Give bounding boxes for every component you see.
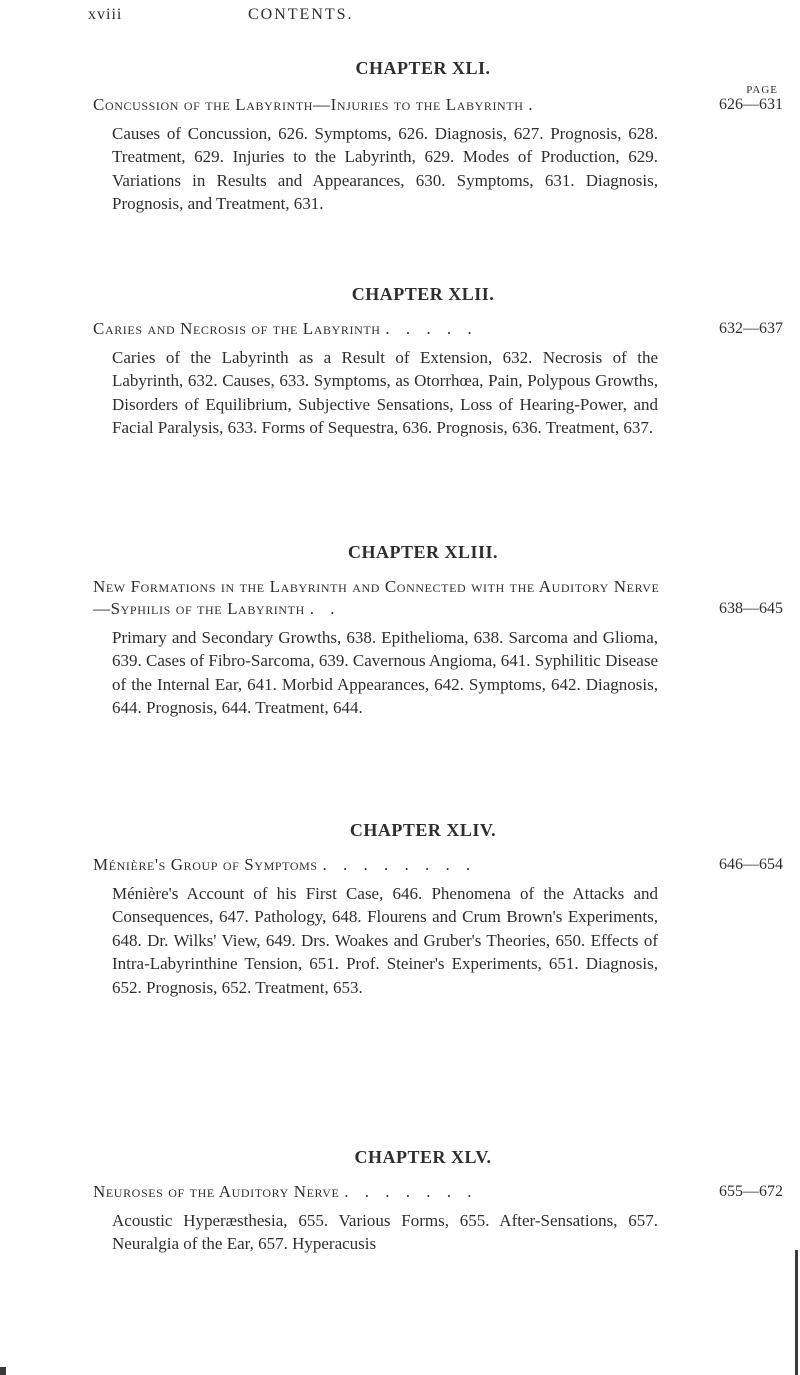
dot-leader: . . . . . . . . [322, 855, 477, 874]
chapter-summary: Acoustic Hyperæsthesia, 655. Various Forms, 655. After-Sensations, 657. Neuralgia of the Ear, 657. Hyperacusis [112, 1211, 658, 1254]
chapter-heading: CHAPTER XLI. [355, 58, 491, 78]
dot-leader: . . . . . [385, 319, 478, 338]
dot-leader: . . . . . . . [344, 1182, 478, 1201]
page-edge-shadow [795, 1250, 798, 1375]
chapter-entry [93, 854, 783, 876]
running-head [88, 6, 788, 30]
chapter-title-text: New Formations in the Labyrinth and Connected with the Auditory Nerve—Syphilis of the Labyrinth [93, 577, 660, 618]
chapter-entry [93, 576, 783, 620]
chapter-entry [93, 1181, 783, 1203]
chapter-summary: Causes of Concussion, 626. Symptoms, 626. Diagnosis, 627. Prognosis, 628. Treatment, 629. Injuries to the Labyrinth, 629. Modes of Production, 629. Variations in Results and Appearances, 630. Symptoms, 631. Diagnosis, Prognosis, and Treatment, 631. [112, 124, 658, 214]
page-range: 638—645 [719, 600, 783, 617]
chapter-title-text: Neuroses of the Auditory Nerve [93, 1182, 340, 1201]
page-folio: xviii [88, 6, 123, 23]
page-range: 646—654 [719, 856, 783, 873]
page-range: 632—637 [719, 320, 783, 337]
page-range: 655—672 [719, 1183, 783, 1200]
dot-leader: . . [309, 599, 341, 618]
chapter-entry [93, 318, 783, 340]
chapter-summary: Caries of the Labyrinth as a Result of Extension, 632. Necrosis of the Labyrinth, 632. Causes, 633. Symptoms, as Otorrhœa, Pain, Polypous Growths, Disorders of Equilibrium, Subjective Sensations, Loss of Hearing-Power, and Facial Paralysis, 633. Forms of Sequestra, 636. Prognosis, 636. Treatment, 637. [112, 348, 658, 438]
chapter-xlv [0, 1145, 800, 1256]
chapter-heading: CHAPTER XLII. [351, 284, 495, 304]
page-range: 626—631 [719, 96, 783, 113]
chapter-xliii [0, 540, 800, 720]
chapter-entry [93, 94, 783, 116]
chapter-heading: CHAPTER XLIV. [349, 820, 497, 840]
chapter-title [93, 318, 783, 340]
chapter-heading: CHAPTER XLV. [354, 1147, 492, 1167]
chapter-heading: CHAPTER XLIII. [347, 542, 499, 562]
running-title: CONTENTS. [248, 6, 354, 23]
chapter-summary: Ménière's Account of his First Case, 646. Phenomena of the Attacks and Consequences, 647. Pathology, 648. Flourens and Crum Brown's Experiments, 648. Dr. Wilks' View, 649. Drs. Woakes and Gruber's Theories, 650. Effects of Intra-Labyrinthine Tension, 651. Prof. Steiner's Experiments, 651. Diagnosis, 652. Prognosis, 652. Treatment, 653. [112, 884, 658, 997]
page-corner-mark [0, 1367, 6, 1375]
chapter-title-text: Caries and Necrosis of the Labyrinth [93, 319, 381, 338]
chapter-summary: Primary and Secondary Growths, 638. Epithelioma, 638. Sarcoma and Glioma, 639. Cases of Fibro-Sarcoma, 639. Cavernous Angioma, 641. Syphilitic Disease of the Internal Ear, 641. Morbid Appearances, 642. Symptoms, 642. Diagnosis, 644. Prognosis, 644. Treatment, 644. [112, 628, 658, 718]
chapter-xli [0, 56, 800, 216]
chapter-title [93, 854, 783, 876]
page-column-label: PAGE [746, 84, 778, 96]
chapter-title [93, 576, 783, 620]
chapter-title-text: Ménière's Group of Symptoms [93, 855, 318, 874]
chapter-xlii [0, 282, 800, 440]
chapter-title: Concussion of the Labyrinth—Injuries to the Labyrinth . [93, 95, 534, 114]
chapter-title [93, 1181, 783, 1203]
chapter-xliv [0, 818, 800, 999]
